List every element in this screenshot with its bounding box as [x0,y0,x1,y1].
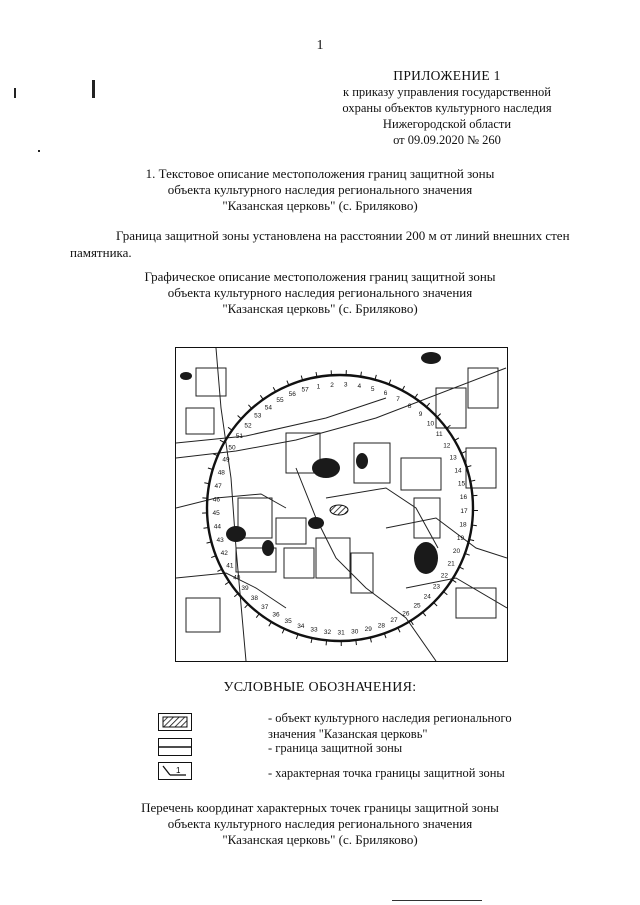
legend-boundary-text: - граница защитной зоны [268,741,403,755]
boundary-point-label: 34 [297,623,305,631]
heading-line: объекта культурного наследия регионального значения [167,182,473,197]
boundary-point-label: 23 [432,583,441,591]
boundary-point-label: 6 [383,390,388,398]
legend-point-text: - характерная точка границы защитной зоны [268,766,505,780]
boundary-point-label: 22 [440,572,449,580]
paragraph-line: Граница защитной зоны установлена на расстоянии 200 м от линий внешних стен [116,228,570,243]
boundary-point-label: 46 [212,496,220,504]
heading-line: объекта культурного наследия регионального значения [167,285,473,300]
boundary-point-label: 36 [272,611,280,619]
footer-rule [392,900,482,901]
boundary-point-tick [248,405,251,409]
boundary-point-label: 35 [284,618,292,626]
boundary-point-label: 52 [244,422,252,430]
boundary-point-label: 8 [407,402,412,410]
boundary-point-tick [455,438,459,441]
boundary-point-label: 1 [316,383,321,391]
boundary-point-label: 15 [457,480,466,488]
zone-description [70,227,592,261]
boundary-point-label: 19 [456,534,465,542]
boundary-point-label: 44 [213,523,221,531]
boundary-point-tick [228,427,232,430]
boundary-point-label: 2 [330,381,334,389]
scan-speck [92,80,95,98]
boundary-point-label: 56 [288,391,296,399]
boundary-point-tick [326,640,327,645]
boundary-point-tick [245,604,248,608]
boundary-point-label: 9 [418,411,423,419]
page-number: 1 [316,38,324,53]
boundary-point-label: 27 [390,617,398,625]
boundary-point-label: 49 [222,456,230,464]
boundary-point-label: 45 [212,510,220,518]
heritage-object [330,505,348,515]
boundary-point-label: 20 [452,547,461,555]
boundary-point-tick [256,614,259,618]
boundary-point-tick [437,414,441,417]
boundary-point-label: 57 [301,386,309,394]
boundary-point-label: 39 [241,585,249,593]
section-graphic-heading [60,269,580,317]
boundary-point-label: 10 [426,420,435,428]
boundary-point-label: 3 [343,381,348,389]
boundary-point-label: 29 [364,626,372,634]
boundary-point-label: 50 [228,444,236,452]
boundary-point-label: 14 [454,467,462,475]
appendix-line: охраны объектов культурного наследия [342,101,552,115]
boundary-point-tick [443,592,447,595]
heading-line: объекта культурного наследия регионального значения [167,816,473,831]
boundary-point-tick [269,622,272,626]
scan-speck [14,88,16,98]
boundary-point-label: 43 [216,537,224,545]
boundary-point-label: 4 [357,383,362,391]
boundary-point-label: 7 [396,395,400,403]
boundary-point-tick [423,612,426,616]
boundary-point-label: 40 [233,574,241,582]
boundary-point-label: 30 [351,628,359,636]
legend-boundary-swatch [158,738,192,756]
legend-line: - объект культурного наследия регионального [268,711,512,725]
boundary-point-label: 53 [254,412,262,420]
boundary-point-label: 26 [402,610,410,618]
boundary-point-label: 13 [449,454,457,462]
boundary-point-label: 5 [370,385,375,393]
section-text-heading [60,166,580,214]
boundary-point-label: 18 [459,521,467,529]
boundary-point-tick [411,621,414,625]
heading-line: "Казанская церковь" (с. Бриляково) [222,832,418,847]
boundary-point-label: 24 [423,593,431,601]
boundary-point-tick [434,602,438,606]
boundary-point-label: 25 [413,602,421,610]
boundary-point-label: 31 [337,629,345,637]
boundary-point-tick [260,395,263,399]
boundary-point-tick [234,593,238,596]
boundary-point-label: 32 [323,628,332,636]
legend-title: УСЛОВНЫЕ ОБОЗНАЧЕНИЯ: [223,680,417,695]
boundary-point-tick [356,640,357,645]
coords-heading [60,800,580,848]
map-canvas [176,348,507,661]
appendix-date: от 09.09.2020 № 260 [393,133,501,147]
legend-point-number: 1 [176,766,181,775]
boundary-point-label: 33 [310,626,318,634]
boundary-point-label: 17 [460,507,468,515]
boundary-point-label: 28 [377,622,385,630]
scan-speck [38,150,40,152]
boundary-point-tick [238,415,242,418]
appendix-line: к приказу управления государственной [343,85,551,99]
zone-map [175,347,508,662]
map-parcels [176,348,507,661]
boundary-point-tick [415,394,418,398]
boundary-point-label: 38 [250,595,258,603]
boundary-point-tick [225,582,229,585]
boundary-point-label: 16 [459,494,468,502]
boundary-point-label: 41 [226,562,234,570]
legend-heritage-text [268,710,512,742]
boundary-point-label: 48 [217,469,225,477]
boundary-point-tick [426,403,429,407]
boundary-point-label: 21 [447,560,455,568]
legend-point-swatch [158,762,192,780]
legend-line: значения "Казанская церковь" [268,727,428,741]
paragraph-line: памятника. [70,245,132,260]
boundary-line-icon [159,739,191,755]
boundary-point-label: 37 [261,604,269,612]
heading-line: Перечень координат характерных точек границы защитной зоны [141,800,499,815]
boundary-point-label: 54 [264,404,273,412]
boundary-point-label: 51 [235,432,244,440]
appendix-title: ПРИЛОЖЕНИЕ 1 [393,68,501,83]
heading-line: "Казанская церковь" (с. Бриляково) [222,301,418,316]
appendix-header [322,68,572,148]
boundary-point-label: 11 [435,431,443,439]
heading-line: "Казанская церковь" (с. Бриляково) [222,198,418,213]
legend-heritage-swatch [158,713,192,731]
boundary-point-label: 12 [443,442,451,450]
hatch-swatch-icon [159,714,191,730]
boundary-point-tick [452,580,456,583]
boundary-point-label: 47 [214,482,222,490]
boundary-point-label: 42 [220,550,228,558]
appendix-line: Нижегородской области [382,117,512,131]
heading-line: Графическое описание местоположения границ защитной зоны [144,269,496,284]
heading-line: 1. Текстовое описание местоположения границ защитной зоны [145,166,495,181]
boundary-point-label: 55 [276,396,284,404]
boundary-point-icon [159,763,191,779]
boundary-point-tick [472,525,477,526]
